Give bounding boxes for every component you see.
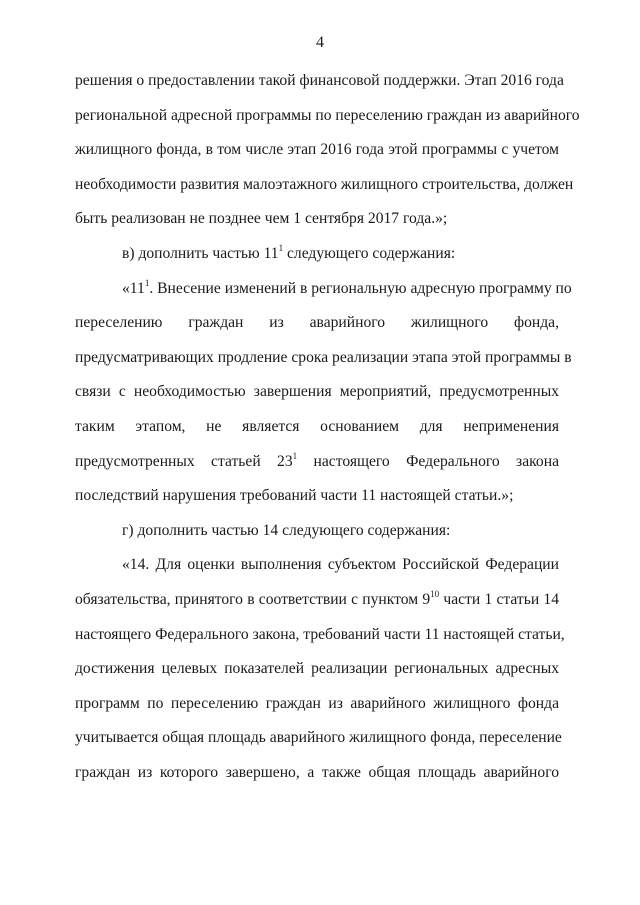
document-body [75, 64, 580, 790]
text-line [75, 64, 564, 99]
text-line [75, 410, 559, 445]
text-line [75, 514, 559, 549]
text-line-content: жилищного фонда, в том числе этап 2016 года этой программы с учетом [75, 141, 559, 159]
text-line-continuation: части 1 статьи 14 [439, 590, 559, 608]
text-line-content: региональной адресной программы по переселению граждан из аварийного [75, 106, 580, 124]
text-line-content: г) дополнить частью 14 следующего содержания: [122, 521, 451, 539]
text-line [75, 133, 559, 168]
text-line-content: связи с необходимостью завершения мероприятий, предусмотренных [75, 383, 559, 401]
text-line-content: предусмотренных статьей 23 [75, 452, 293, 470]
text-line-content: необходимости развития малоэтажного жилищного строительства, должен [75, 175, 574, 193]
text-line [75, 306, 559, 341]
text-line-content: последствий нарушения требований части 11 настоящей статьи.»; [75, 487, 514, 505]
text-line [75, 375, 559, 410]
superscript: 10 [430, 588, 440, 599]
text-line [75, 445, 559, 480]
text-line [75, 168, 574, 203]
text-line-content: быть реализован не позднее чем 1 сентября 2017 года.»; [75, 210, 448, 228]
text-line-content: учитывается общая площадь аварийного жилищного фонда, переселение [75, 729, 562, 747]
text-line [75, 652, 559, 687]
text-line [75, 618, 565, 653]
superscript: 1 [278, 242, 284, 253]
text-line-content: программ по переселению граждан из аварийного жилищного фонда [75, 694, 559, 712]
text-line [75, 237, 559, 272]
text-line [75, 479, 559, 514]
text-line [75, 548, 559, 583]
text-line-continuation: следующего содержания: [283, 244, 456, 262]
text-line-content: в) дополнить частью 11 [122, 244, 279, 262]
text-line [75, 99, 580, 134]
text-line [75, 583, 559, 618]
text-line-content: переселению граждан из аварийного жилищного фонда, [75, 314, 559, 332]
text-line [75, 272, 572, 307]
text-line [75, 202, 559, 237]
text-line-content: таким этапом, не является основанием для неприменения [75, 417, 559, 435]
text-line-content: достижения целевых показателей реализации региональных адресных [75, 660, 559, 678]
text-line-continuation: . Внесение изменений в региональную адресную программу по [149, 279, 572, 297]
text-line-content: «11 [122, 279, 145, 297]
page-number: 4 [316, 34, 324, 51]
text-line-content: «14. Для оценки выполнения субъектом Российской Федерации [122, 556, 559, 574]
text-line [75, 341, 572, 376]
text-line-content: граждан из которого завершено, а также общая площадь аварийного [75, 763, 559, 781]
text-line-content: обязательства, принятого в соответствии с пунктом 9 [75, 590, 431, 608]
superscript: 1 [292, 450, 298, 461]
superscript: 1 [144, 277, 150, 288]
text-line [75, 721, 562, 756]
text-line-content: предусматривающих продление срока реализации этапа этой программы в [75, 348, 572, 366]
text-line [75, 687, 559, 722]
text-line-content: решения о предоставлении такой финансовой поддержки. Этап 2016 года [75, 72, 564, 89]
text-line-content: настоящего Федерального закона, требований части 11 настоящей статьи, [75, 625, 565, 643]
text-line-continuation: настоящего Федерального закона [297, 452, 559, 470]
text-line [75, 756, 559, 791]
